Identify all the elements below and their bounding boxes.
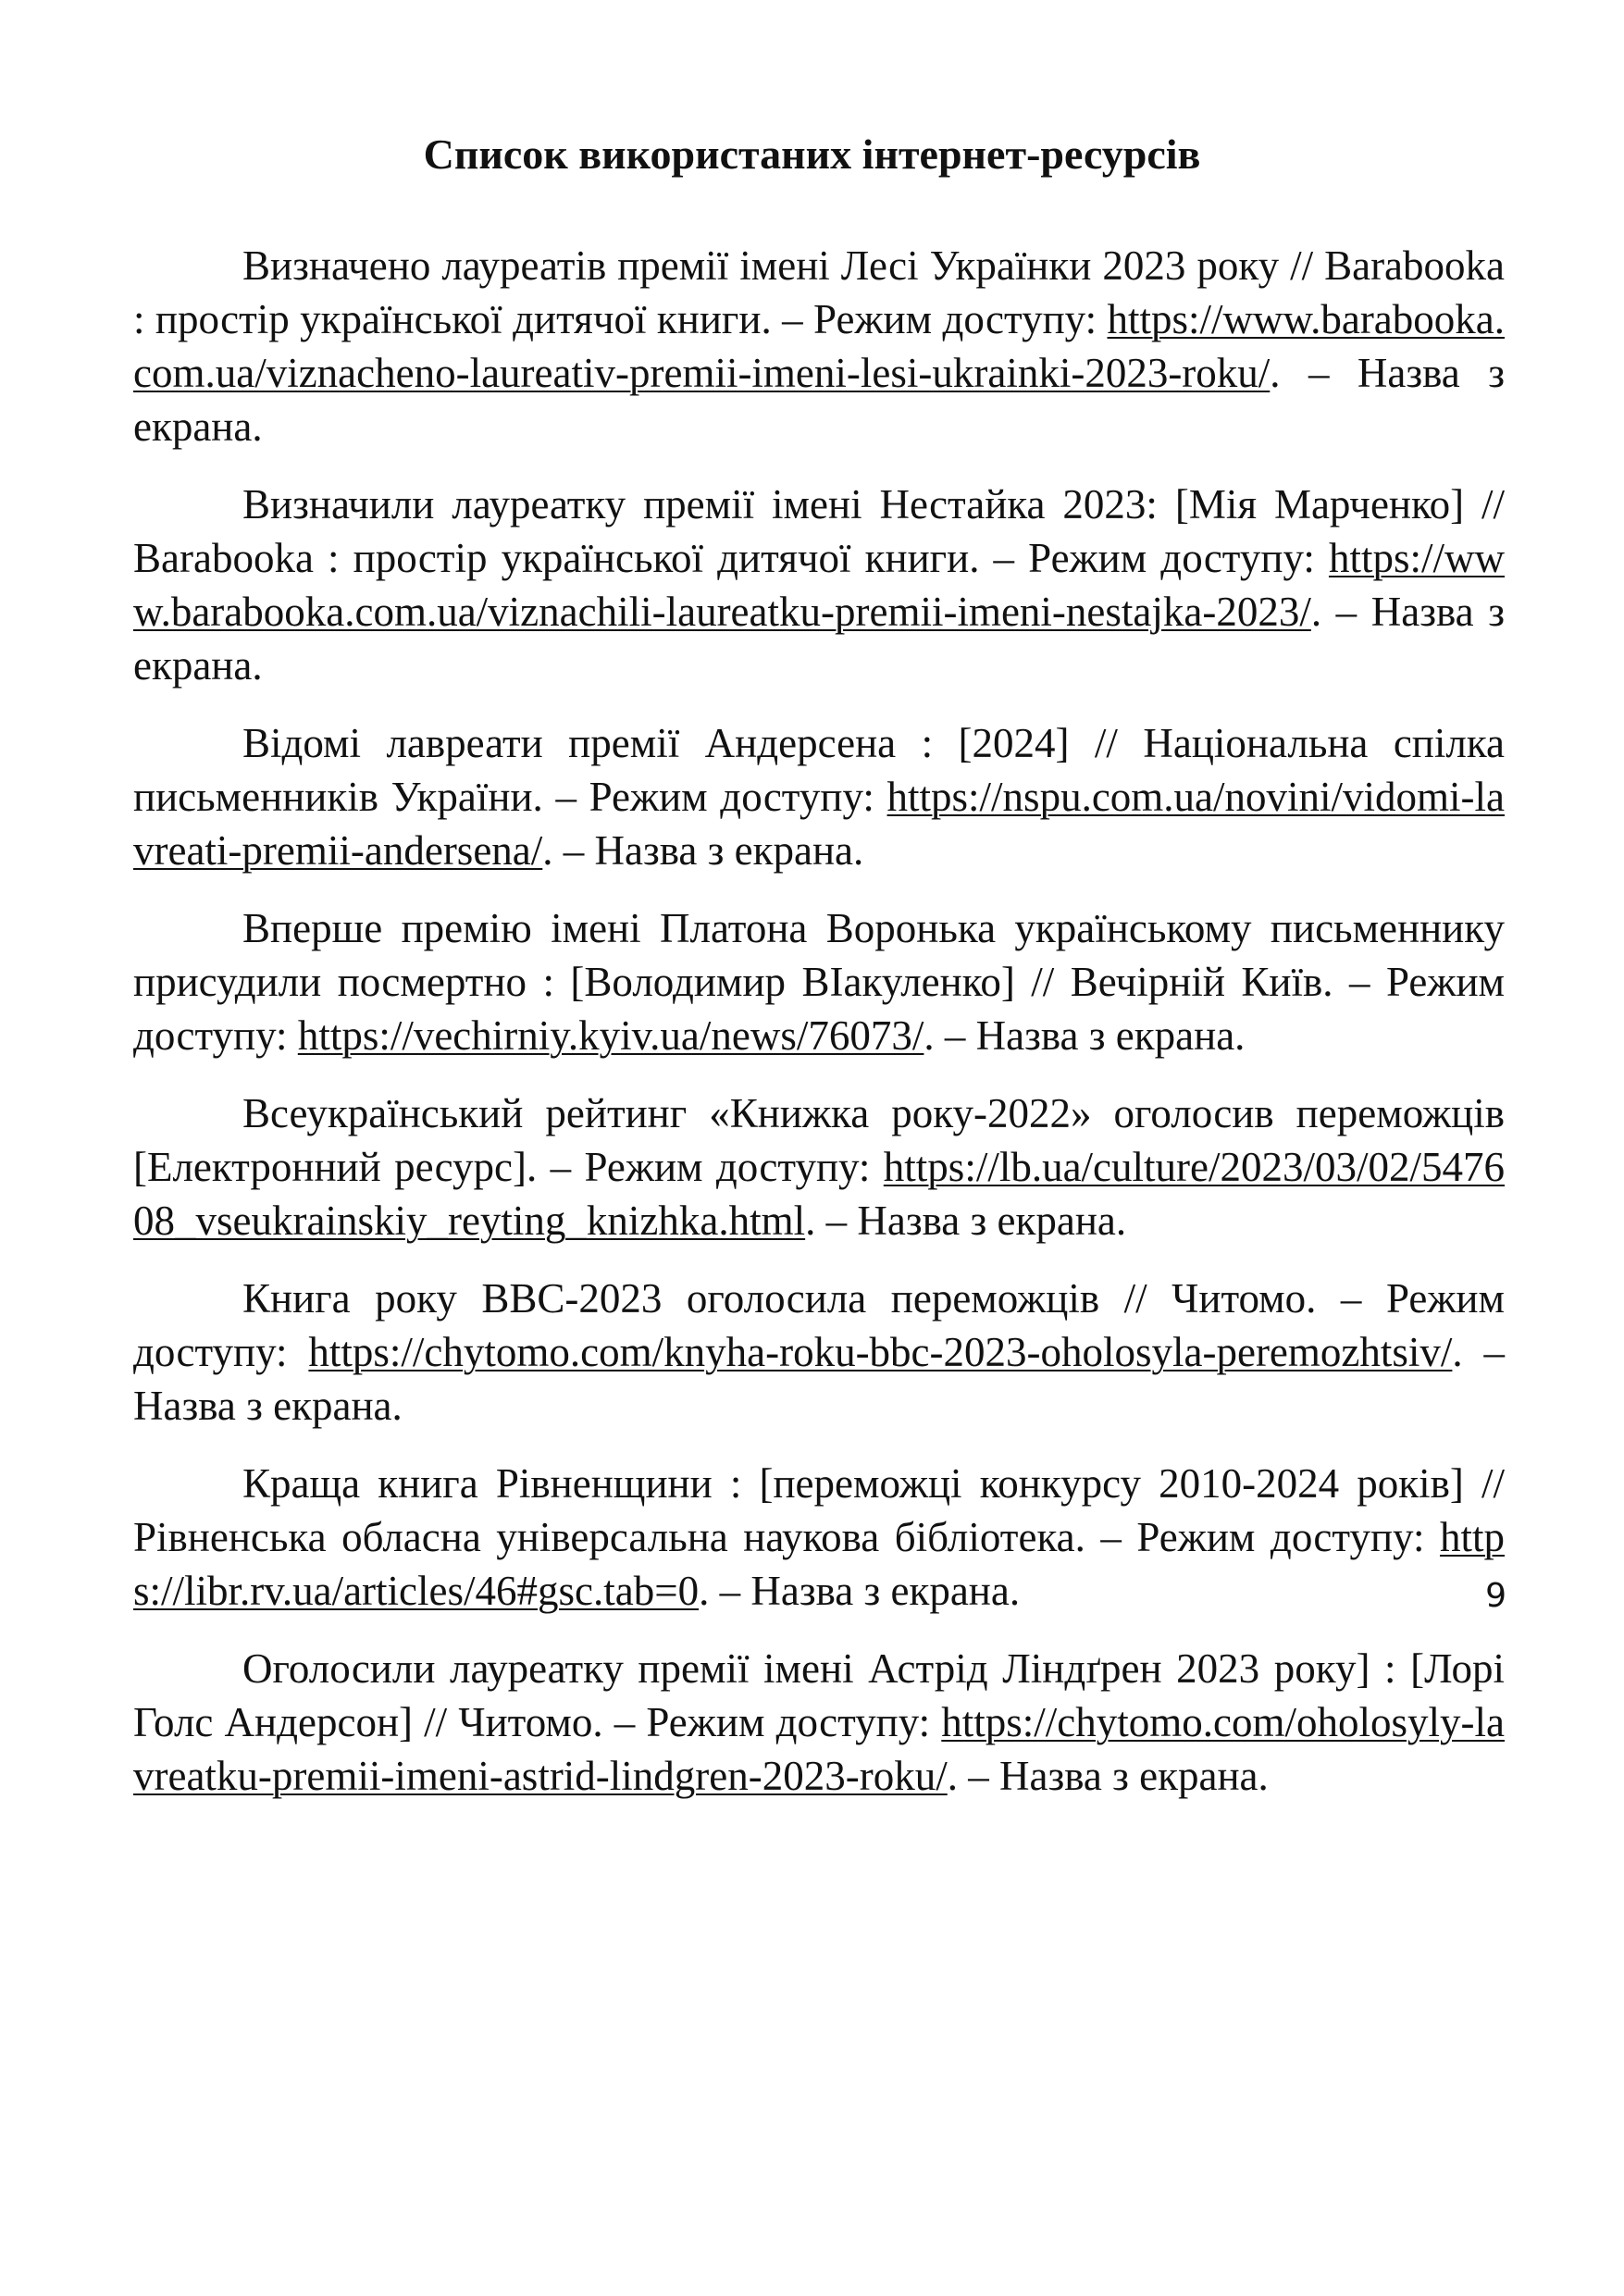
reference-link[interactable]: https://libr.rv.ua/articles/46#gsc.tab=0 <box>133 1514 1505 1614</box>
reference-text: Всеукраїнський рейтинг «Книжка року-2022» оголосив переможців [Електронний ресурс]. – Режим доступу: <box>133 1090 1505 1190</box>
reference-link[interactable]: https://vechirniy.kyiv.ua/news/76073/ <box>297 1012 924 1059</box>
page-number: 9 <box>1485 1577 1506 1615</box>
reference-note: . – Назва з екрана. <box>133 589 1505 689</box>
reference-text: Вперше премію імені Платона Воронька українському письменнику присудили посмертно : [Володимир ВІакуленко] // Вечірній Київ. – Режим доступу: <box>133 905 1505 1059</box>
reference-text: Визначили лауреатку премії імені Нестайка 2023: [Мія Марченко] // Barabooka : простір української дитячої книги. – Режим доступу: <box>133 481 1505 581</box>
reference-entry <box>133 239 1505 453</box>
page-title: Список використаних інтернет-ресурсів <box>423 130 1201 178</box>
reference-text: Книга року ВВС-2023 оголосила переможців // Читомо. – Режим доступу: <box>133 1275 1505 1375</box>
reference-entry <box>133 478 1505 692</box>
reference-note: . – Назва з екрана. <box>805 1198 1127 1244</box>
reference-note: . – Назва з екрана. <box>699 1568 1021 1614</box>
reference-entry <box>133 1086 1505 1247</box>
reference-link[interactable]: https://chytomo.com/oholosyly-lavreatku-premii-imeni-astrid-lindgren-2023-roku/ <box>133 1699 1505 1799</box>
reference-entry <box>133 901 1505 1062</box>
reference-note: . – Назва з екрана. <box>947 1753 1269 1799</box>
reference-link[interactable]: https://chytomo.com/knyha-roku-bbc-2023-oholosyla-peremozhtsiv/ <box>308 1329 1453 1375</box>
reference-note: . – Назва з екрана. <box>924 1012 1246 1059</box>
reference-link[interactable]: https://lb.ua/culture/2023/03/02/547608_vseukrainskiy_reyting_knizhka.html <box>133 1144 1505 1244</box>
reference-note: . – Назва з екрана. <box>133 1329 1505 1429</box>
reference-entry <box>133 1457 1505 1618</box>
reference-list <box>133 239 1505 1827</box>
reference-text: Визначено лауреатів премії імені Лесі Українки 2023 року // Barabooka : простір української дитячої книги. – Режим доступу: <box>133 242 1505 342</box>
reference-entry <box>133 1642 1505 1803</box>
reference-note: . – Назва з екрана. <box>542 827 864 874</box>
reference-link[interactable]: https://www.barabooka.com.ua/viznacheno-laureativ-premii-imeni-lesi-ukrainki-2023-roku/ <box>133 296 1505 396</box>
reference-note: . – Назва з екрана. <box>133 350 1505 450</box>
reference-text: Відомі лавреати премії Андерсена : [2024] // Національна спілка письменників України. – Режим доступу: <box>133 720 1505 820</box>
reference-text: Оголосили лауреатку премії імені Астрід Ліндґрен 2023 року] : [Лорі Голс Андерсон] // Читомо. – Режим доступу: <box>133 1645 1505 1745</box>
reference-entry <box>133 1272 1505 1433</box>
reference-text: Краща книга Рівненщини : [переможці конкурсу 2010-2024 років] // Рівненська обласна універсальна наукова бібліотека. – Режим доступу: <box>133 1460 1505 1560</box>
reference-link[interactable]: https://www.barabooka.com.ua/viznachili-laureatku-premii-imeni-nestajka-2023/ <box>133 535 1505 635</box>
reference-entry <box>133 716 1505 877</box>
reference-link[interactable]: https://nspu.com.ua/novini/vidomi-lavreati-premii-andersena/ <box>133 774 1505 874</box>
